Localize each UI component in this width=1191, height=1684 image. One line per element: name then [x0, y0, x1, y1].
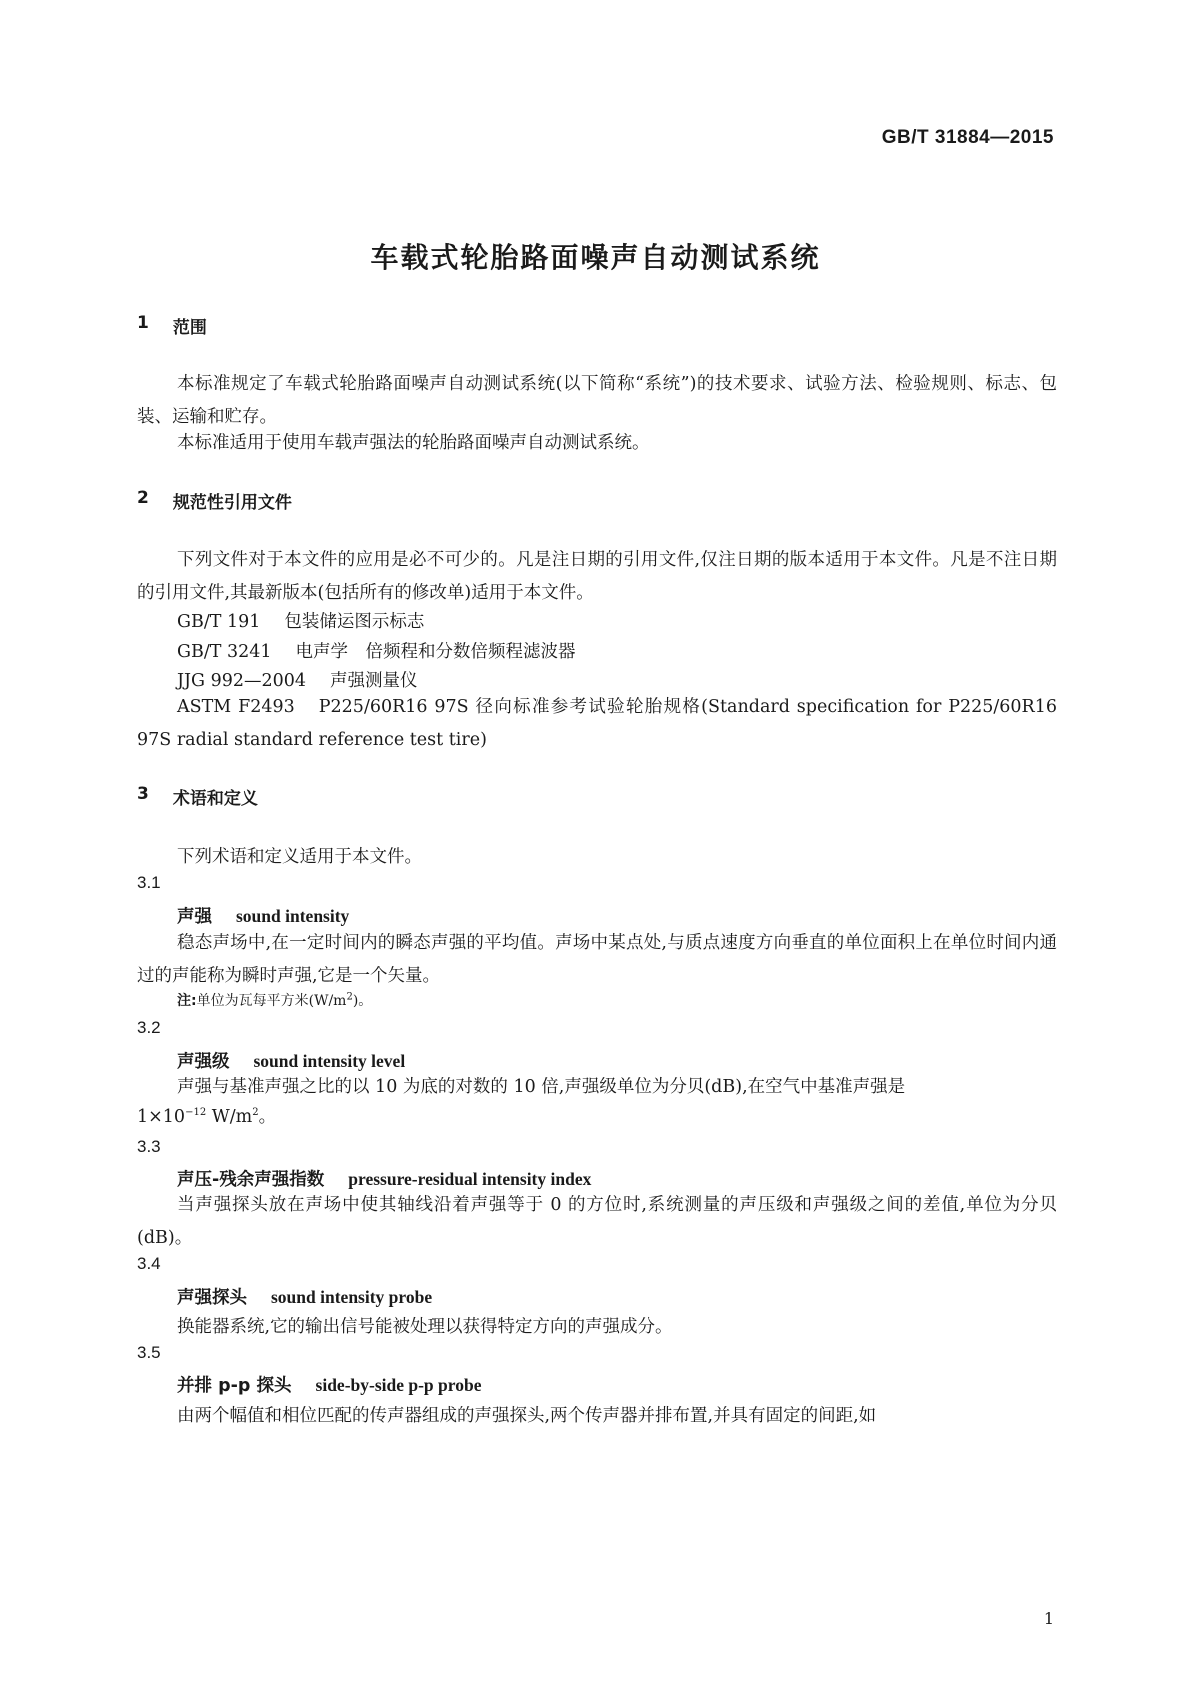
term-en: sound intensity probe — [271, 1287, 433, 1307]
section-number: 3 — [137, 784, 149, 804]
reference-name: 电声学 倍频程和分数倍频程滤波器 — [295, 642, 576, 662]
term-zh: 声强级 — [177, 1052, 230, 1072]
reference-item — [177, 608, 424, 633]
term-definition: 由两个幅值和相位匹配的传声器组成的声强探头,两个传声器并排布置,并具有固定的间距,如 — [177, 1406, 877, 1426]
references-intro: 下列文件对于本文件的应用是必不可少的。凡是注日期的引用文件,仅注日期的版本适用于本文件。凡是不注日期的引用文件,其最新版本(包括所有的修改单)适用于本文件。 — [137, 550, 1057, 603]
term-definition: 稳态声场中,在一定时间内的瞬态声强的平均值。声场中某点处,与质点速度方向垂直的单位面积上在单位时间内通过的声能称为瞬时声强,它是一个矢量。 — [137, 933, 1057, 986]
term-definition: 换能器系统,它的输出信号能被处理以获得特定方向的声强成分。 — [177, 1317, 673, 1337]
term-heading — [177, 903, 349, 928]
reference-name: 包装储运图示标志 — [284, 612, 425, 632]
scope-paragraph-2: 本标准适用于使用车载声强法的轮胎路面噪声自动测试系统。 — [177, 433, 650, 453]
reference-name: P225/60R16 97S 径向标准参考试验轮胎规格(Standard specification for P225/60R16 97S radial standard reference test tire) — [137, 697, 1057, 750]
term-number: 3.2 — [137, 1018, 161, 1037]
term-zh: 声强 — [177, 907, 212, 927]
section-title: 规范性引用文件 — [172, 493, 292, 513]
reference-item — [177, 667, 418, 692]
term-en: sound intensity — [236, 906, 350, 926]
terms-intro: 下列术语和定义适用于本文件。 — [177, 847, 422, 867]
term-definition-formula: $1\times 10^{-12}$ $W/m^2$。 — [137, 1107, 277, 1127]
standard-number: GB/T 31884—2015 — [881, 127, 1054, 148]
term-note: 注:单位为瓦每平方米$(W/m^2)$。 — [177, 991, 373, 1009]
term-zh: 声强探头 — [177, 1288, 247, 1308]
reference-code: GB/T 3241 — [177, 642, 272, 662]
term-heading — [177, 1284, 432, 1309]
term-zh: 并排 p-p 探头 — [177, 1376, 292, 1396]
term-number: 3.5 — [137, 1343, 161, 1362]
note-label: 注: — [177, 993, 197, 1009]
term-heading — [177, 1048, 405, 1073]
reference-code: GB/T 191 — [177, 612, 261, 632]
term-definition: 当声强探头放在声场中使其轴线沿着声强等于 0 的方位时,系统测量的声压级和声强级之间的差值,单位为分贝(dB)。 — [137, 1195, 1057, 1248]
section-title: 术语和定义 — [172, 789, 258, 809]
term-zh: 声压-残余声强指数 — [177, 1170, 325, 1190]
page-number: 1 — [1043, 1609, 1054, 1628]
scope-paragraph-1: 本标准规定了车载式轮胎路面噪声自动测试系统(以下简称“系统”)的技术要求、试验方法、检验规则、标志、包装、运输和贮存。 — [137, 374, 1057, 427]
reference-item-astm — [137, 691, 1057, 757]
term-definition: 声强与基准声强之比的以 10 为底的对数的 10 倍,声强级单位为分贝(dB),在空气中基准声强是 — [177, 1077, 906, 1097]
reference-code: JJG 992—2004 — [177, 671, 307, 691]
section-2-heading — [137, 488, 292, 513]
term-number: 3.1 — [137, 873, 161, 892]
term-en: side-by-side p-p probe — [315, 1375, 482, 1395]
term-number: 3.3 — [137, 1137, 161, 1156]
reference-code: ASTM F2493 — [177, 697, 295, 717]
section-title: 范围 — [172, 318, 207, 338]
section-number: 1 — [137, 313, 149, 333]
term-en: pressure-residual intensity index — [348, 1169, 592, 1189]
reference-item — [177, 638, 576, 663]
section-1-heading — [137, 313, 207, 338]
term-heading — [177, 1166, 591, 1191]
section-3-heading — [137, 784, 258, 809]
term-number: 3.4 — [137, 1254, 161, 1273]
document-title: 车载式轮胎路面噪声自动测试系统 — [370, 241, 821, 274]
section-number: 2 — [137, 488, 149, 508]
term-en: sound intensity level — [253, 1051, 406, 1071]
reference-name: 声强测量仪 — [330, 671, 418, 691]
term-heading — [177, 1372, 481, 1397]
